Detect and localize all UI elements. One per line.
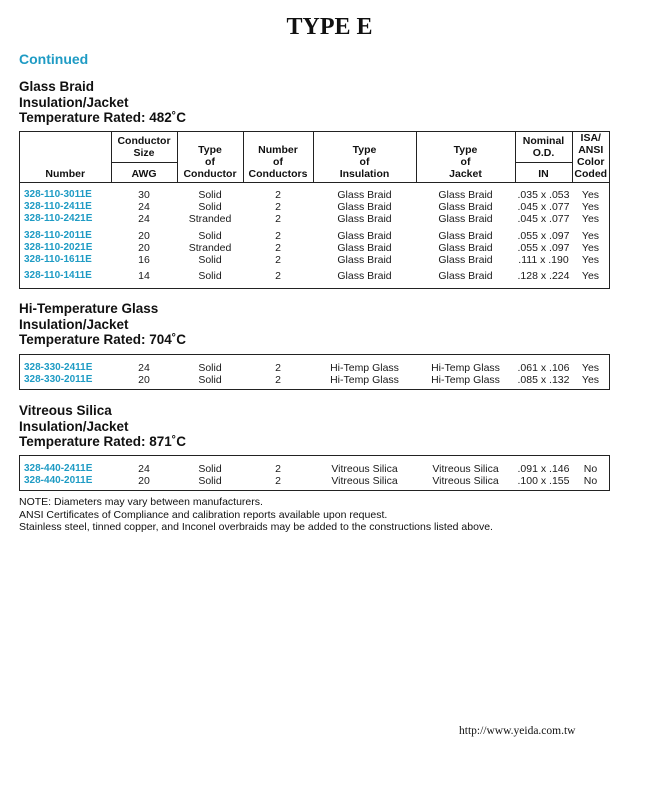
table-row [20,201,609,213]
awg-cell: 24 [138,201,150,213]
part-number: 328-110-2421E [24,213,93,224]
heading-line: Vitreous Silica [19,403,112,418]
heading-line: Glass Braid [19,79,95,94]
table-row [20,189,609,201]
col-in-header: IN [515,163,572,183]
color-coded-cell: Yes [581,230,600,242]
glass-braid-table [20,132,609,282]
header-line: of [273,156,283,168]
conductor-type-cell: Solid [198,230,222,242]
header-line: ISA/ [580,132,601,144]
conductor-count-cell: 2 [275,270,281,282]
header-line: Type [453,144,478,156]
conductor-type-cell: Solid [198,374,222,386]
header-line: of [359,156,370,168]
continued-label: Continued [19,51,89,67]
jacket-cell: Vitreous Silica [432,475,499,487]
insulation-cell: Glass Braid [337,201,392,213]
od-cell: .035 x .053 [517,189,570,201]
od-cell: .045 x .077 [517,201,570,213]
od-cell: .055 x .097 [517,230,570,242]
header-line: Coded [574,168,608,180]
header-line: Conductor [183,168,237,180]
header-line: Conductors [248,168,308,180]
note-line: Stainless steel, tinned copper, and Inconel overbraids may be added to the constructions listed above. [19,521,493,533]
header-line: Size [133,147,155,159]
awg-cell: 20 [138,374,150,386]
hi-temp-glass-table-box [19,354,610,390]
awg-cell: 30 [138,189,150,201]
conductor-type-cell: Solid [198,189,222,201]
od-cell: .100 x .155 [517,475,570,487]
table-row [20,374,609,386]
od-cell: .085 x .132 [517,374,570,386]
conductor-type-cell: Stranded [188,213,232,225]
jacket-cell: Glass Braid [438,254,493,266]
conductor-count-cell: 2 [275,254,281,266]
color-coded-cell: Yes [581,213,600,225]
part-number: 328-110-2021E [24,242,93,253]
vitreous-silica-table [20,463,609,487]
heading-line: Temperature Rated: 704˚C [19,332,187,347]
od-cell: .091 x .146 [517,463,570,475]
conductor-count-cell: 2 [275,475,281,487]
conductor-count-cell: 2 [275,242,281,254]
heading-line: Temperature Rated: 871˚C [19,434,187,449]
heading-line: Temperature Rated: 482˚C [19,110,187,125]
color-coded-cell: Yes [581,374,600,386]
color-coded-cell: Yes [581,270,600,282]
table-row [20,242,609,254]
insulation-cell: Vitreous Silica [331,475,398,487]
awg-cell: 24 [138,463,150,475]
conductor-count-cell: 2 [275,463,281,475]
conductor-type-cell: Solid [198,270,222,282]
part-number: 328-110-1611E [24,254,92,265]
table-row [20,463,609,475]
website-url: http://www.yeida.com.tw [459,725,576,737]
od-cell: .061 x .106 [517,362,570,374]
jacket-cell: Hi-Temp Glass [431,374,500,386]
part-number: 328-440-2011E [24,475,93,486]
col-type-conductor-header [177,132,243,183]
jacket-cell: Vitreous Silica [432,463,499,475]
conductor-count-cell: 2 [275,189,281,201]
insulation-cell: Glass Braid [337,213,392,225]
hi-temp-glass-table [20,362,609,386]
awg-cell: 20 [138,230,150,242]
table-row [20,230,609,242]
insulation-cell: Hi-Temp Glass [330,374,399,386]
col-isa-ansi-header [572,132,609,183]
jacket-cell: Glass Braid [438,213,493,225]
conductor-count-cell: 2 [275,374,281,386]
conductor-count-cell: 2 [275,213,281,225]
header-line: Conductor [117,135,171,147]
page-title: TYPE E [286,14,373,40]
color-coded-cell: No [583,475,598,487]
col-number-header: Number [20,132,111,183]
jacket-cell: Glass Braid [438,230,493,242]
insulation-cell: Glass Braid [337,242,392,254]
insulation-cell: Hi-Temp Glass [330,362,399,374]
conductor-count-cell: 2 [275,230,281,242]
color-coded-cell: Yes [581,254,600,266]
conductor-type-cell: Solid [198,254,222,266]
jacket-cell: Glass Braid [438,201,493,213]
header-line: Jacket [449,168,482,180]
od-cell: .111 x .190 [518,254,569,266]
conductor-type-cell: Solid [198,475,222,487]
part-number: 328-440-2411E [24,463,93,474]
col-awg-header: AWG [111,163,177,183]
header-line: Type [352,144,377,156]
header-line: Insulation [339,168,390,180]
awg-cell: 24 [138,362,150,374]
awg-cell: 24 [138,213,150,225]
heading-line: Insulation/Jacket [19,316,129,332]
notes-block [19,496,493,534]
conductor-count-cell: 2 [275,201,281,213]
col-type-jacket-header [416,132,515,183]
note-line: NOTE: Diameters may vary between manufacturers. [19,496,263,508]
table-row [20,475,609,487]
insulation-cell: Glass Braid [337,270,392,282]
part-number: 328-110-1411E [24,270,92,281]
jacket-cell: Glass Braid [438,270,493,282]
jacket-cell: Glass Braid [438,189,493,201]
insulation-cell: Glass Braid [337,230,392,242]
header-line: of [205,156,215,168]
glass-braid-table-box [19,131,610,289]
jacket-cell: Hi-Temp Glass [431,362,500,374]
section-heading-glass-braid [19,79,186,126]
col-nominal-od-header [515,132,572,163]
vitreous-silica-table-box [19,455,610,491]
color-coded-cell: Yes [581,201,600,213]
col-conductor-size-header [111,132,177,163]
awg-cell: 16 [138,254,150,266]
note-line: ANSI Certificates of Compliance and calibration reports available upon request. [19,508,388,521]
part-number: 328-110-3011E [24,189,92,200]
insulation-cell: Glass Braid [337,254,392,266]
header-line: Nominal [522,135,565,147]
insulation-cell: Glass Braid [337,189,392,201]
conductor-type-cell: Solid [198,201,222,213]
insulation-cell: Vitreous Silica [331,463,398,475]
conductor-type-cell: Solid [198,362,222,374]
header-line: ANSI [578,144,604,156]
od-cell: .128 x .224 [517,270,570,282]
awg-cell: 14 [138,270,150,282]
color-coded-cell: No [583,463,598,475]
col-number-conductors-header [243,132,313,183]
heading-line: Hi-Temperature Glass [19,301,159,316]
awg-cell: 20 [138,242,150,254]
conductor-type-cell: Solid [198,463,222,475]
section-heading-hi-temp-glass [19,301,186,348]
jacket-cell: Glass Braid [438,242,493,254]
header-line: Number [258,144,298,156]
table-row [20,362,609,374]
awg-cell: 20 [138,475,150,487]
od-cell: .045 x .077 [517,213,570,225]
header-line: O.D. [532,147,555,159]
table-row [20,213,609,225]
part-number: 328-330-2411E [24,362,93,373]
color-coded-cell: Yes [581,362,600,374]
color-coded-cell: Yes [581,189,600,201]
heading-line: Insulation/Jacket [19,94,129,110]
part-number: 328-110-2411E [24,201,92,212]
color-coded-cell: Yes [581,242,600,254]
header-line: Type [198,144,222,156]
part-number: 328-330-2011E [24,374,93,385]
heading-line: Insulation/Jacket [19,418,129,434]
col-type-insulation-header [313,132,416,183]
table-row [20,254,609,266]
part-number: 328-110-2011E [24,230,92,241]
od-cell: .055 x .097 [517,242,570,254]
section-heading-vitreous-silica [19,403,186,450]
conductor-count-cell: 2 [275,362,281,374]
header-line: of [460,156,471,168]
header-line: Color [577,156,605,168]
conductor-type-cell: Stranded [188,242,232,254]
table-row [20,270,609,282]
